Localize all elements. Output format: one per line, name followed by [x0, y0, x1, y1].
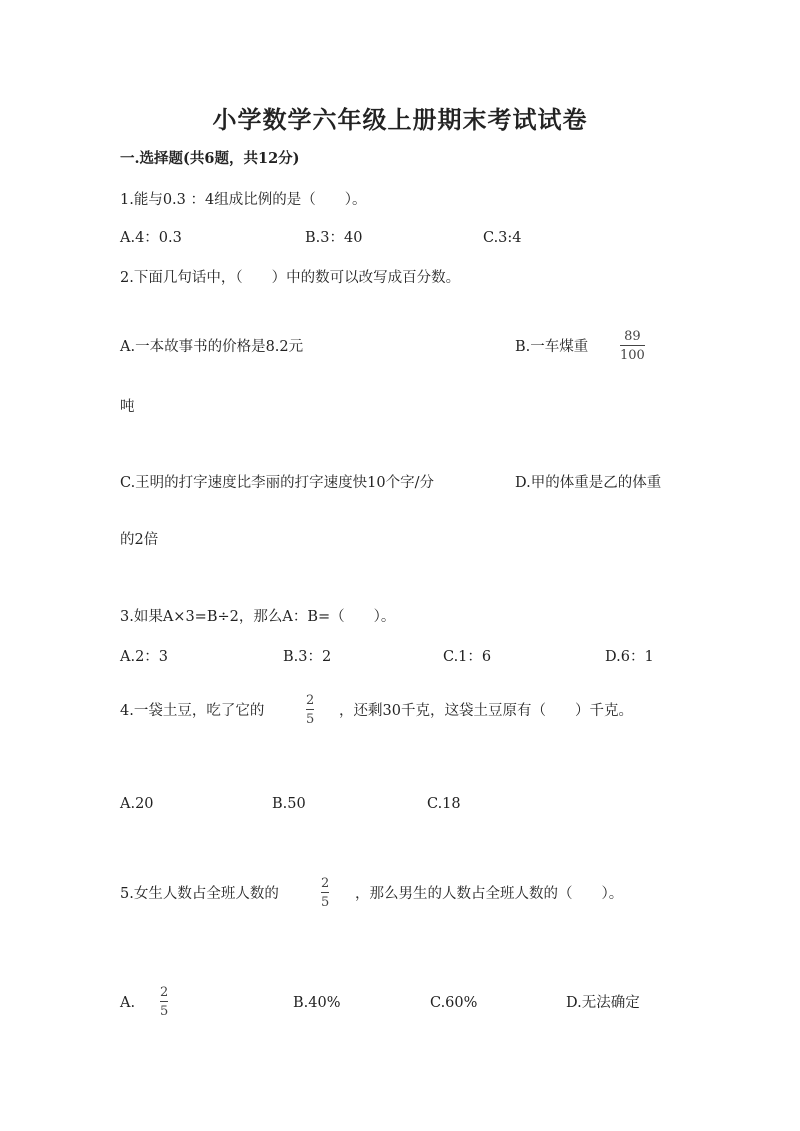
- fraction-denominator: 100: [620, 348, 645, 363]
- question-4-option-c: C.18: [427, 796, 461, 812]
- question-2-option-d-continued: 的2倍: [120, 532, 159, 548]
- question-5-option-d: D.无法确定: [566, 995, 640, 1011]
- question-1-option-a: A.4：0.3: [120, 230, 182, 246]
- question-2-option-c: C.王明的打字速度比李丽的打字速度快10个字/分: [120, 475, 435, 491]
- question-5-option-b: B.40%: [293, 995, 341, 1011]
- question-2-stem: 2.下面几句话中，（ ）中的数可以改写成百分数。: [120, 270, 461, 286]
- question-2-option-d: D.甲的体重是乙的体重: [515, 475, 662, 491]
- question-4-fraction: [306, 693, 314, 727]
- question-5-stem-start: 5.女生人数占全班人数的: [120, 886, 279, 902]
- fraction-numerator: 2: [160, 985, 169, 1000]
- question-1-option-b: B.3：40: [305, 230, 363, 246]
- fraction-numerator: 2: [306, 693, 315, 708]
- fraction-bar: [160, 1001, 168, 1002]
- fraction-denominator: 5: [160, 1004, 169, 1019]
- question-5-option-c: C.60%: [430, 995, 478, 1011]
- question-4-stem-end: ，还剩30千克，这袋土豆原有（ ）千克。: [339, 703, 633, 719]
- question-5-fraction: [321, 876, 329, 910]
- exam-title: 小学数学六年级上册期末考试试卷: [212, 105, 588, 134]
- fraction-denominator: 5: [306, 712, 315, 727]
- fraction-bar: [306, 709, 314, 710]
- question-3-option-b: B.3：2: [283, 649, 332, 665]
- question-4-option-b: B.50: [272, 796, 306, 812]
- question-5-option-a-fraction: [160, 985, 168, 1019]
- question-5-stem-end: ，那么男生的人数占全班人数的（ ）。: [355, 886, 624, 902]
- question-3-stem: 3.如果A×3=B÷2，那么A：B=（ ）。: [120, 609, 396, 625]
- question-4-option-a: A.20: [120, 796, 154, 812]
- question-3-option-a: A.2：3: [120, 649, 169, 665]
- question-2-option-b: B.一车煤重: [515, 339, 589, 355]
- question-3-option-c: C.1：6: [443, 649, 492, 665]
- fraction-numerator: 89: [624, 329, 641, 344]
- question-4-stem-start: 4.一袋土豆，吃了它的: [120, 703, 265, 719]
- question-1-option-c: C.3:4: [483, 230, 522, 246]
- question-2-option-b-unit: 吨: [120, 399, 135, 415]
- question-2-option-a: A.一本故事书的价格是8.2元: [120, 339, 304, 355]
- question-1-stem: 1.能与0.3 ：4组成比例的是（ ）。: [120, 192, 367, 208]
- fraction-bar: [321, 892, 329, 893]
- section-heading: 一.选择题(共6题，共12分): [120, 150, 300, 167]
- fraction-bar: [620, 345, 645, 346]
- question-3-option-d: D.6：1: [605, 649, 654, 665]
- question-5-option-a-label: A.: [120, 995, 136, 1011]
- fraction-denominator: 5: [321, 895, 330, 910]
- fraction-numerator: 2: [321, 876, 330, 891]
- question-2-option-b-fraction: [620, 329, 645, 363]
